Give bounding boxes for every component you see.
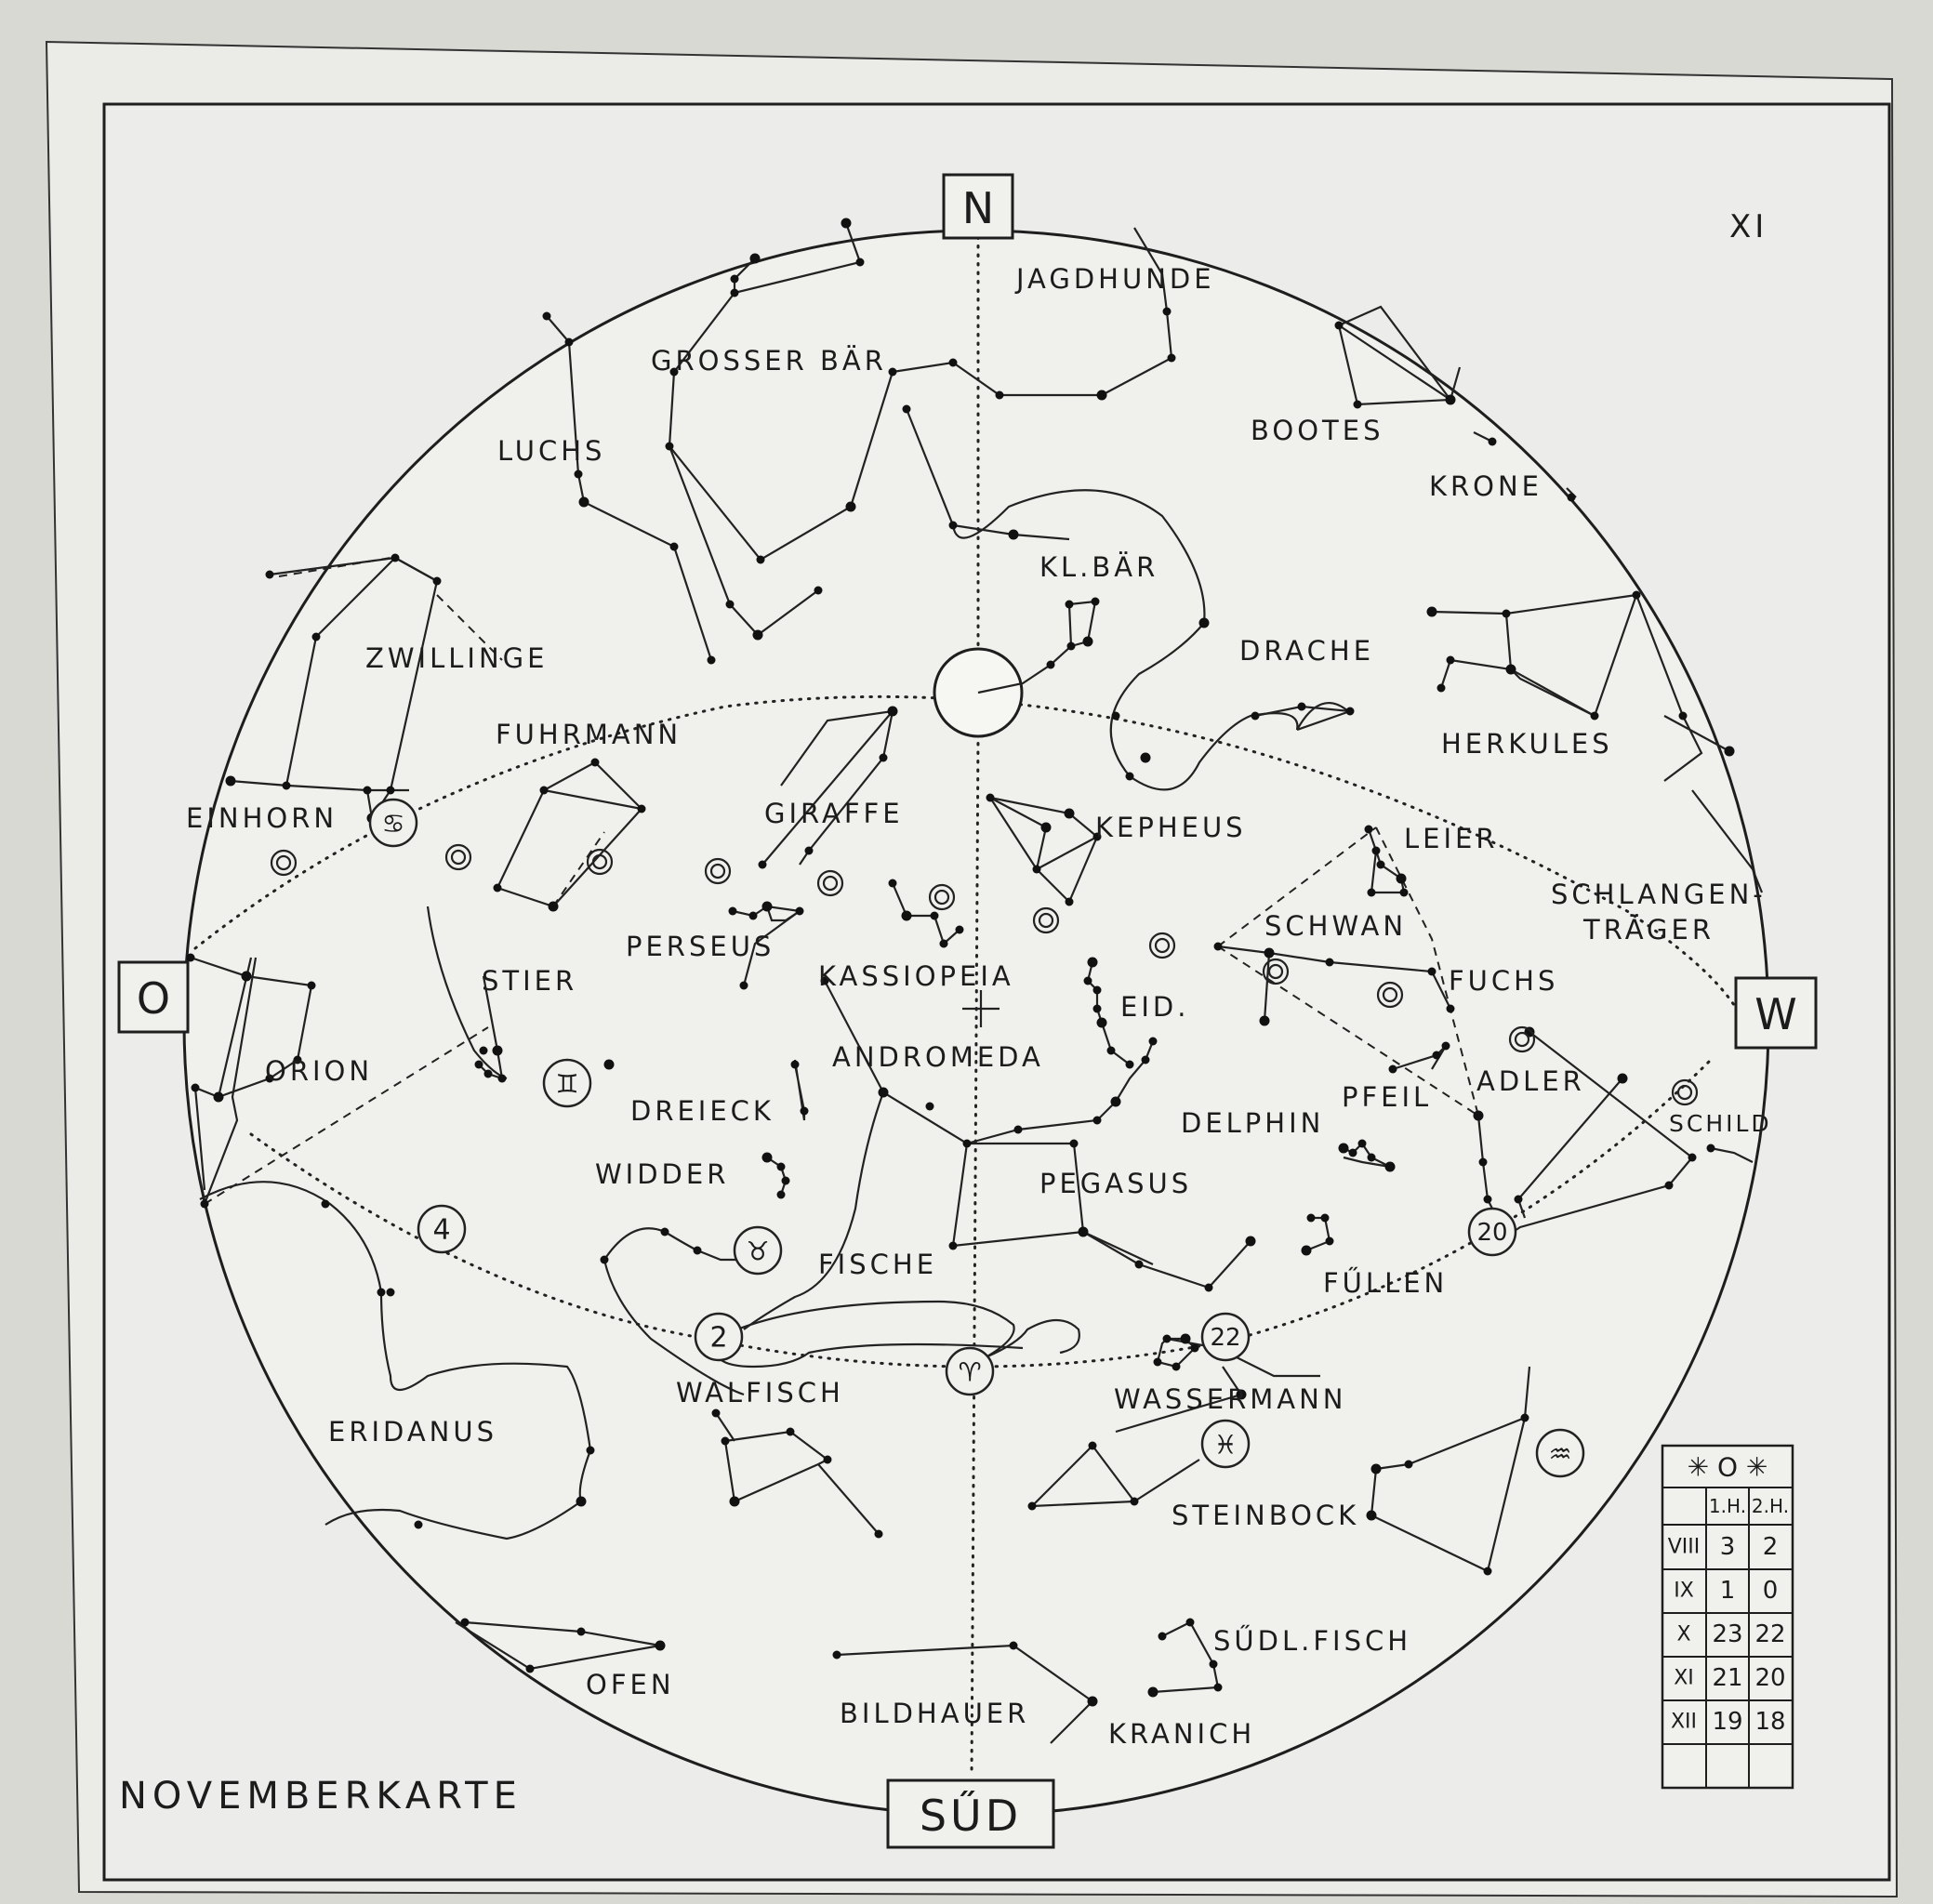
star-dot bbox=[801, 1107, 809, 1116]
star-dot bbox=[591, 759, 600, 767]
star-dot bbox=[889, 368, 897, 377]
marker-cancer-symbol: ♋ bbox=[381, 808, 405, 840]
direction-north bbox=[944, 175, 1013, 238]
label-widder: WIDDER bbox=[595, 1158, 730, 1190]
map-title: NOVEMBERKARTE bbox=[119, 1775, 523, 1818]
star-dot bbox=[956, 926, 964, 934]
star-dot bbox=[1665, 1182, 1674, 1190]
direction-east-label: O bbox=[136, 973, 171, 1024]
month-numeral: XI bbox=[1729, 208, 1768, 245]
star-dot bbox=[308, 982, 316, 990]
star-dot bbox=[986, 794, 995, 802]
star-dot bbox=[1126, 773, 1134, 781]
star-dot bbox=[1688, 1154, 1697, 1162]
star-dot bbox=[575, 470, 583, 479]
star-dot bbox=[1365, 826, 1373, 834]
star-dot bbox=[493, 1046, 503, 1056]
star-dot bbox=[1707, 1144, 1715, 1153]
star-dot bbox=[729, 907, 737, 916]
star-dot bbox=[1397, 874, 1407, 884]
star-dot bbox=[391, 554, 400, 562]
star-dot bbox=[888, 707, 898, 717]
star-dot bbox=[759, 861, 767, 869]
star-dot bbox=[731, 275, 739, 284]
table-row-h2: 20 bbox=[1754, 1664, 1786, 1692]
star-dot bbox=[1097, 390, 1107, 401]
marker-hour-4-text: 4 bbox=[432, 1213, 451, 1247]
star-dot bbox=[1141, 753, 1151, 763]
star-dot bbox=[805, 847, 814, 855]
marker-aries bbox=[947, 1348, 993, 1395]
label-fuchs: FUCHS bbox=[1449, 965, 1559, 997]
star-dot bbox=[749, 912, 758, 920]
direction-south bbox=[888, 1780, 1053, 1847]
star-dot bbox=[1066, 601, 1074, 609]
star-dot bbox=[963, 1140, 972, 1148]
star-dot bbox=[1335, 322, 1344, 330]
star-dot bbox=[1302, 1246, 1312, 1256]
star-dot bbox=[791, 1061, 800, 1069]
star-dot bbox=[1142, 1056, 1150, 1064]
star-dot bbox=[731, 289, 739, 298]
star-dot bbox=[1010, 1642, 1018, 1650]
star-dot bbox=[1065, 809, 1075, 819]
star-dot bbox=[1339, 1144, 1349, 1154]
label-fuellen: FŰLLEN bbox=[1323, 1267, 1449, 1299]
star-dot bbox=[1163, 308, 1172, 316]
star-dot bbox=[604, 1060, 615, 1070]
star-dot bbox=[1097, 1018, 1107, 1028]
star-dot bbox=[880, 754, 888, 762]
star-dot bbox=[814, 587, 823, 595]
star-dot bbox=[1088, 958, 1098, 968]
direction-south-label: SŰD bbox=[919, 1791, 1023, 1841]
label-jagdhunde: JAGDHUNDE bbox=[1016, 263, 1215, 295]
star-dot bbox=[694, 1247, 702, 1255]
star-dot bbox=[1214, 1684, 1223, 1692]
star-dot bbox=[949, 1242, 958, 1250]
star-dot bbox=[1484, 1196, 1492, 1204]
star-dot bbox=[1349, 1149, 1357, 1157]
star-dot bbox=[1070, 1140, 1079, 1148]
star-dot bbox=[577, 1628, 586, 1636]
star-dot bbox=[283, 782, 291, 790]
label-luchs: LUCHS bbox=[497, 435, 606, 467]
star-dot bbox=[753, 630, 763, 641]
star-dot bbox=[415, 1521, 423, 1529]
label-kranich: KRANICH bbox=[1108, 1718, 1256, 1750]
star-dot bbox=[1326, 959, 1334, 967]
table-row-h1: 19 bbox=[1712, 1708, 1743, 1736]
label-giraffe: GIRAFFE bbox=[764, 798, 904, 829]
star-dot bbox=[1506, 665, 1516, 675]
marker-hour-4 bbox=[418, 1206, 465, 1252]
star-dot bbox=[1447, 1005, 1455, 1013]
star-dot bbox=[666, 443, 674, 451]
star-dot bbox=[1400, 889, 1409, 897]
label-zwillinge: ZWILLINGE bbox=[365, 642, 549, 674]
star-dot bbox=[940, 940, 948, 948]
star-dot bbox=[1149, 1038, 1158, 1046]
marker-cancer bbox=[370, 800, 417, 846]
table-row-h2: 22 bbox=[1754, 1620, 1786, 1648]
star-dot bbox=[192, 1084, 200, 1092]
star-dot bbox=[879, 1088, 889, 1098]
star-dot bbox=[433, 577, 442, 586]
star-dot bbox=[1618, 1074, 1628, 1084]
star-dot bbox=[638, 805, 646, 813]
star-dot bbox=[484, 1070, 493, 1078]
star-dot bbox=[1107, 1047, 1116, 1055]
star-dot bbox=[364, 787, 372, 795]
star-dot bbox=[1298, 703, 1306, 711]
star-dot bbox=[1725, 747, 1735, 757]
star-dot bbox=[377, 1289, 386, 1297]
star-dot bbox=[1148, 1687, 1158, 1698]
table-row-month: X bbox=[1676, 1622, 1691, 1646]
star-dot bbox=[1405, 1461, 1413, 1469]
star-dot bbox=[1186, 1619, 1195, 1627]
star-dot bbox=[1041, 823, 1052, 833]
star-dot bbox=[1260, 1016, 1270, 1026]
star-dot bbox=[1568, 494, 1576, 502]
star-dot bbox=[996, 391, 1004, 400]
star-dot bbox=[1515, 1196, 1523, 1204]
star-dot bbox=[1433, 1051, 1441, 1060]
label-eridanus: ERIDANUS bbox=[328, 1416, 498, 1448]
star-dot bbox=[1346, 707, 1355, 716]
table-col-2h: 2.H. bbox=[1751, 1495, 1790, 1517]
star-dot bbox=[543, 312, 551, 321]
star-dot bbox=[1009, 530, 1019, 540]
star-dot bbox=[875, 1530, 883, 1539]
label-dreieck: DREIECK bbox=[630, 1095, 775, 1127]
star-dot bbox=[661, 1228, 669, 1236]
star-dot bbox=[1368, 1154, 1376, 1162]
direction-west bbox=[1736, 978, 1816, 1048]
star-dot bbox=[757, 556, 765, 564]
star-dot bbox=[833, 1651, 841, 1659]
star-dot bbox=[526, 1665, 535, 1673]
star-dot bbox=[1679, 712, 1688, 721]
marker-hour-20-text: 20 bbox=[1476, 1219, 1508, 1247]
star-dot bbox=[1033, 866, 1041, 874]
star-dot bbox=[856, 258, 865, 267]
marker-aquarius-symbol: ♒ bbox=[1548, 1438, 1572, 1470]
star-dot bbox=[903, 405, 911, 414]
star-dot bbox=[1181, 1334, 1191, 1344]
star-dot bbox=[1172, 1363, 1181, 1371]
label-schwan: SCHWAN bbox=[1264, 910, 1408, 942]
table-row-h1: 3 bbox=[1719, 1533, 1736, 1561]
direction-east bbox=[119, 962, 188, 1032]
star-dot bbox=[494, 884, 502, 892]
table-row-h1: 1 bbox=[1719, 1577, 1736, 1605]
star-dot bbox=[949, 359, 958, 367]
star-dot bbox=[1503, 610, 1511, 618]
star-dot bbox=[1264, 948, 1275, 959]
label-stier: STIER bbox=[482, 965, 578, 997]
marker-aquarius bbox=[1537, 1430, 1583, 1476]
label-delphin: DELPHIN bbox=[1181, 1107, 1325, 1139]
star-dot bbox=[1028, 1502, 1037, 1511]
star-dot bbox=[1479, 1158, 1488, 1167]
table-header-symbol: ✳ O ✳ bbox=[1687, 1451, 1768, 1483]
label-suedl-fisch: SŰDL.FISCH bbox=[1213, 1625, 1412, 1657]
star-dot bbox=[782, 1177, 790, 1185]
star-dot bbox=[777, 1191, 786, 1199]
star-dot bbox=[1014, 1126, 1023, 1134]
label-schild: SCHILD bbox=[1669, 1110, 1772, 1137]
marker-gemini-symbol: ♊ bbox=[555, 1068, 579, 1100]
star-dot bbox=[475, 1061, 483, 1069]
label-pfeil: PFEIL bbox=[1342, 1081, 1433, 1113]
star-dot bbox=[726, 601, 735, 609]
label-steinbock: STEINBOCK bbox=[1172, 1500, 1360, 1531]
star-dot bbox=[266, 571, 274, 579]
star-dot bbox=[1246, 1236, 1256, 1247]
star-dot bbox=[1447, 656, 1455, 665]
star-dot bbox=[226, 776, 236, 787]
label-schlangentraeger-1: SCHLANGEN- bbox=[1551, 879, 1767, 910]
star-dot bbox=[1428, 968, 1437, 976]
star-dot bbox=[722, 1437, 730, 1446]
star-dot bbox=[787, 1428, 795, 1436]
star-dot bbox=[902, 911, 912, 921]
star-dot bbox=[740, 982, 748, 990]
label-bildhauer: BILDHAUER bbox=[840, 1698, 1030, 1729]
star-dot bbox=[1385, 1162, 1396, 1172]
star-dot bbox=[1251, 712, 1260, 721]
star-dot bbox=[576, 1497, 587, 1507]
star-dot bbox=[1126, 1061, 1134, 1069]
label-wassermann: WASSERMANN bbox=[1114, 1383, 1347, 1415]
label-leier: LEIER bbox=[1404, 823, 1499, 854]
star-dot bbox=[1112, 712, 1120, 721]
star-dot bbox=[549, 902, 559, 912]
star-dot bbox=[949, 522, 958, 530]
label-schlangentraeger-2: TRÄGER bbox=[1583, 914, 1715, 945]
table-col-1h: 1.H. bbox=[1708, 1495, 1747, 1517]
star-dot bbox=[1066, 898, 1074, 906]
star-dot bbox=[1371, 1464, 1382, 1474]
star-dot bbox=[1321, 1214, 1330, 1223]
star-dot bbox=[1372, 847, 1381, 855]
star-dot bbox=[1047, 661, 1055, 669]
star-dot bbox=[540, 787, 549, 795]
star-dot bbox=[322, 1200, 330, 1209]
label-kassiopeia: KASSIOPEIA bbox=[818, 960, 1014, 992]
star-dot bbox=[1489, 438, 1497, 446]
star-dot bbox=[1377, 861, 1385, 869]
star-dot bbox=[762, 902, 773, 912]
star-dot bbox=[1354, 401, 1362, 409]
star-dot bbox=[498, 1075, 507, 1083]
star-dot bbox=[1367, 1511, 1377, 1521]
table-row-h1: 21 bbox=[1712, 1664, 1743, 1692]
star-dot bbox=[841, 218, 852, 229]
sky-circle bbox=[184, 231, 1768, 1815]
label-bootes: BOOTES bbox=[1251, 415, 1384, 446]
label-pegasus: PEGASUS bbox=[1039, 1168, 1193, 1199]
marker-taurus bbox=[735, 1227, 781, 1274]
label-andromeda: ANDROMEDA bbox=[832, 1041, 1044, 1073]
star-dot bbox=[242, 972, 252, 982]
star-dot bbox=[387, 1289, 395, 1297]
table-row-h1: 23 bbox=[1712, 1620, 1743, 1648]
marker-pisces bbox=[1202, 1421, 1249, 1467]
star-dot bbox=[1210, 1660, 1218, 1669]
star-dot bbox=[926, 1103, 934, 1111]
star-dot bbox=[1484, 1567, 1492, 1576]
label-orion: ORION bbox=[265, 1055, 374, 1087]
star-dot bbox=[565, 338, 574, 347]
star-dot bbox=[1446, 395, 1456, 405]
star-dot bbox=[1131, 1498, 1139, 1506]
star-dot bbox=[750, 254, 761, 264]
marker-hour-20 bbox=[1469, 1209, 1516, 1255]
star-dot bbox=[461, 1619, 470, 1627]
label-herkules: HERKULES bbox=[1441, 728, 1613, 760]
star-dot bbox=[796, 907, 804, 916]
star-dot bbox=[1437, 684, 1446, 693]
star-dot bbox=[1093, 1117, 1102, 1125]
star-dot bbox=[312, 633, 321, 641]
star-dot bbox=[931, 912, 939, 920]
star-dot bbox=[587, 1447, 595, 1455]
marker-hour-2-text: 2 bbox=[709, 1321, 728, 1355]
label-perseus: PERSEUS bbox=[626, 931, 775, 962]
star-dot bbox=[1093, 1005, 1102, 1013]
star-dot bbox=[1633, 591, 1641, 600]
direction-north-label: N bbox=[961, 183, 995, 233]
label-grosser-baer: GROSSER BÄR bbox=[651, 345, 887, 377]
star-dot bbox=[846, 502, 856, 512]
star-dot bbox=[1427, 607, 1437, 617]
star-dot bbox=[1368, 889, 1376, 897]
label-kepheus: KEPHEUS bbox=[1095, 812, 1247, 843]
label-adler: ADLER bbox=[1476, 1065, 1585, 1097]
star-dot bbox=[889, 879, 897, 888]
star-dot bbox=[730, 1497, 740, 1507]
time-table bbox=[1662, 1446, 1793, 1788]
star-dot bbox=[1358, 1140, 1367, 1148]
table-row-h2: 2 bbox=[1762, 1533, 1779, 1561]
table-row-month: XII bbox=[1670, 1710, 1698, 1734]
marker-hour-22 bbox=[1202, 1314, 1249, 1360]
star-dot bbox=[708, 656, 716, 665]
star-dot bbox=[1326, 1237, 1334, 1246]
star-dot bbox=[670, 543, 679, 551]
label-fische: FISCHE bbox=[818, 1249, 938, 1280]
star-dot bbox=[1111, 1097, 1121, 1107]
star-dot bbox=[1092, 598, 1100, 606]
star-dot bbox=[1088, 1697, 1098, 1707]
marker-hour-2 bbox=[695, 1314, 742, 1360]
star-dot bbox=[1154, 1358, 1162, 1367]
star-dot bbox=[1089, 1442, 1097, 1450]
star-dot bbox=[1158, 1633, 1167, 1641]
star-dot bbox=[1205, 1284, 1213, 1292]
table-row-month: VIII bbox=[1667, 1535, 1701, 1559]
direction-west-label: W bbox=[1754, 989, 1797, 1039]
star-dot bbox=[1214, 943, 1223, 951]
label-eid: EID. bbox=[1120, 991, 1190, 1023]
star-dot bbox=[214, 1092, 224, 1103]
star-dot bbox=[1093, 986, 1102, 995]
star-dot bbox=[1521, 1414, 1529, 1422]
table-row-month: XI bbox=[1674, 1666, 1694, 1690]
star-dot bbox=[712, 1409, 721, 1418]
star-dot bbox=[1168, 354, 1176, 363]
marker-aries-symbol: ♈ bbox=[958, 1356, 982, 1388]
label-drache: DRACHE bbox=[1239, 635, 1375, 667]
star-dot bbox=[655, 1641, 666, 1651]
star-dot bbox=[1135, 1261, 1144, 1269]
star-dot bbox=[777, 1163, 786, 1171]
star-dot bbox=[1442, 1042, 1450, 1051]
star-dot bbox=[387, 787, 395, 795]
star-dot bbox=[1191, 1344, 1199, 1353]
star-dot bbox=[762, 1153, 773, 1163]
marker-pisces-symbol: ♓ bbox=[1213, 1429, 1238, 1461]
star-dot bbox=[1199, 618, 1210, 628]
star-dot bbox=[1474, 1111, 1484, 1121]
marker-hour-22-text: 22 bbox=[1210, 1324, 1241, 1352]
star-dot bbox=[1389, 1065, 1397, 1074]
label-krone: KRONE bbox=[1429, 470, 1543, 502]
star-dot bbox=[1083, 637, 1093, 647]
star-dot bbox=[201, 1200, 209, 1209]
star-dot bbox=[1163, 1335, 1172, 1343]
label-walfisch: WALFISCH bbox=[676, 1377, 844, 1408]
label-einhorn: EINHORN bbox=[186, 802, 338, 834]
marker-taurus-symbol: ♉ bbox=[746, 1236, 770, 1267]
star-dot bbox=[480, 1047, 488, 1055]
star-dot bbox=[601, 1256, 609, 1264]
star-dot bbox=[1591, 712, 1599, 721]
star-dot bbox=[1079, 1227, 1089, 1237]
table-row-month: IX bbox=[1674, 1579, 1694, 1603]
star-dot bbox=[579, 497, 589, 508]
label-ofen: OFEN bbox=[586, 1669, 675, 1700]
star-dot bbox=[824, 1456, 832, 1464]
table-row-h2: 0 bbox=[1762, 1577, 1779, 1605]
label-kl-baer: KL.BÄR bbox=[1039, 551, 1159, 583]
star-dot bbox=[187, 954, 195, 962]
star-dot bbox=[1084, 977, 1092, 985]
star-dot bbox=[1067, 642, 1076, 651]
star-dot bbox=[1307, 1214, 1316, 1223]
label-fuhrmann: FUHRMANN bbox=[496, 719, 682, 750]
table-row-h2: 18 bbox=[1754, 1708, 1786, 1736]
marker-gemini bbox=[544, 1060, 590, 1106]
